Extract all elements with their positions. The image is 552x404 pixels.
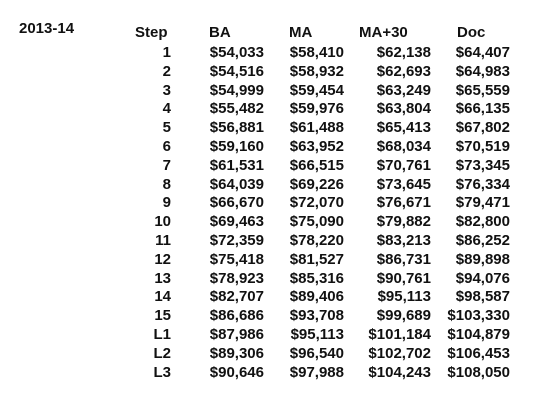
cell-doc: $103,330 — [447, 307, 510, 325]
cell-step: L3 — [153, 363, 171, 381]
cell-ba: $55,482 — [209, 100, 264, 118]
cell-ma30: $76,671 — [376, 194, 431, 212]
table-row — [0, 193, 552, 212]
cell-ma: $78,220 — [289, 232, 344, 249]
cell-doc: $89,898 — [455, 250, 510, 268]
cell-ma30: $62,693 — [376, 62, 431, 80]
cell-ma30: $86,731 — [376, 250, 431, 268]
cell-ma30: $95,113 — [377, 288, 431, 306]
cell-ma: $96,540 — [289, 344, 344, 362]
cell-ma: $97,988 — [289, 363, 344, 381]
table-row — [0, 156, 552, 175]
cell-ma30: $65,413 — [376, 119, 431, 137]
cell-ma30: $63,249 — [376, 81, 431, 99]
cell-step: 10 — [154, 213, 171, 231]
cell-ma: $58,410 — [289, 44, 344, 61]
cell-ma30: $102,702 — [368, 344, 431, 362]
cell-doc: $73,345 — [455, 156, 510, 174]
cell-doc: $86,252 — [455, 232, 510, 249]
table-row — [0, 250, 552, 269]
cell-doc: $108,050 — [447, 363, 510, 381]
cell-ba: $78,923 — [209, 269, 264, 287]
cell-doc: $66,135 — [455, 100, 510, 118]
cell-ba: $72,359 — [209, 232, 264, 249]
cell-ma: $75,090 — [289, 213, 344, 231]
cell-ba: $86,686 — [209, 307, 264, 325]
header-doc: Doc — [457, 24, 486, 41]
cell-ma30: $62,138 — [376, 44, 431, 61]
cell-step: 4 — [162, 100, 171, 118]
cell-step: 3 — [162, 81, 171, 99]
cell-ma: $81,527 — [289, 250, 344, 268]
cell-ma: $61,488 — [289, 119, 344, 137]
header-ma30: MA+30 — [359, 24, 408, 41]
cell-doc: $104,879 — [447, 326, 510, 343]
cell-ba: $61,531 — [209, 156, 264, 174]
cell-step: 7 — [162, 156, 171, 174]
cell-doc: $76,334 — [455, 175, 510, 193]
cell-ba: $87,986 — [209, 326, 264, 343]
cell-doc: $98,587 — [455, 288, 510, 306]
cell-ma: $93,708 — [289, 307, 344, 325]
header-step: Step — [135, 24, 168, 41]
table-row — [0, 81, 552, 100]
cell-ma: $63,952 — [289, 138, 344, 155]
cell-ba: $54,033 — [209, 44, 264, 61]
cell-ma30: $79,882 — [376, 213, 431, 231]
table-row — [0, 287, 552, 306]
cell-ma: $85,316 — [289, 269, 344, 287]
table-row — [0, 306, 552, 325]
cell-ma: $59,454 — [289, 81, 344, 99]
cell-doc: $106,453 — [447, 344, 510, 362]
table-row — [0, 118, 552, 137]
cell-ba: $89,306 — [209, 344, 264, 362]
cell-ma30: $101,184 — [368, 326, 431, 343]
cell-ba: $54,999 — [209, 81, 264, 99]
cell-ma: $72,070 — [289, 194, 344, 212]
year-label: 2013-14 — [19, 20, 75, 37]
cell-step: 9 — [162, 194, 171, 212]
cell-step: 12 — [154, 250, 171, 268]
cell-ma30: $104,243 — [368, 363, 431, 381]
cell-step: L1 — [153, 326, 171, 343]
cell-ma30: $68,034 — [376, 138, 431, 155]
cell-ma: $59,976 — [289, 100, 344, 118]
cell-ba: $82,707 — [209, 288, 264, 306]
cell-ma: $95,113 — [290, 326, 344, 343]
cell-ma30: $70,761 — [376, 156, 431, 174]
cell-step: 2 — [162, 62, 171, 80]
cell-step: 14 — [154, 288, 171, 306]
cell-doc: $67,802 — [455, 119, 510, 137]
cell-doc: $70,519 — [455, 138, 510, 155]
cell-ma30: $73,645 — [376, 175, 431, 193]
header-ma: MA — [289, 24, 313, 41]
cell-step: 1 — [162, 44, 171, 61]
cell-step: L2 — [153, 344, 171, 362]
cell-doc: $65,559 — [455, 81, 510, 99]
table-row — [0, 62, 552, 81]
cell-doc: $64,983 — [455, 62, 510, 80]
cell-step: 5 — [162, 119, 171, 137]
table-row — [0, 231, 552, 250]
cell-ba: $56,881 — [209, 119, 264, 137]
cell-ba: $66,670 — [209, 194, 264, 212]
header-ba: BA — [209, 24, 231, 41]
cell-step: 6 — [162, 138, 171, 155]
cell-step: 15 — [154, 307, 171, 325]
table-row — [0, 325, 552, 344]
cell-ba: $64,039 — [209, 175, 264, 193]
cell-ma: $66,515 — [289, 156, 344, 174]
table-row — [0, 175, 552, 194]
cell-ma30: $83,213 — [376, 232, 431, 249]
cell-ba: $69,463 — [209, 213, 264, 231]
table-header-row — [0, 23, 552, 42]
cell-step: 11 — [155, 232, 171, 249]
cell-step: 8 — [162, 175, 171, 193]
cell-ma30: $90,761 — [376, 269, 431, 287]
cell-doc: $94,076 — [455, 269, 510, 287]
table-row — [0, 137, 552, 156]
cell-ba: $90,646 — [209, 363, 264, 381]
table-row — [0, 363, 552, 382]
table-row — [0, 43, 552, 62]
cell-ma: $89,406 — [289, 288, 344, 306]
cell-ma30: $63,804 — [376, 100, 431, 118]
cell-step: 13 — [154, 269, 171, 287]
table-row — [0, 99, 552, 118]
cell-doc: $82,800 — [455, 213, 510, 231]
cell-ba: $54,516 — [209, 62, 264, 80]
table-row — [0, 344, 552, 363]
cell-ma: $58,932 — [289, 62, 344, 80]
cell-ba: $59,160 — [209, 138, 264, 155]
cell-doc: $64,407 — [455, 44, 510, 61]
cell-ma: $69,226 — [289, 175, 344, 193]
cell-doc: $79,471 — [455, 194, 510, 212]
table-row — [0, 212, 552, 231]
cell-ma30: $99,689 — [376, 307, 431, 325]
table-row — [0, 269, 552, 288]
cell-ba: $75,418 — [209, 250, 264, 268]
